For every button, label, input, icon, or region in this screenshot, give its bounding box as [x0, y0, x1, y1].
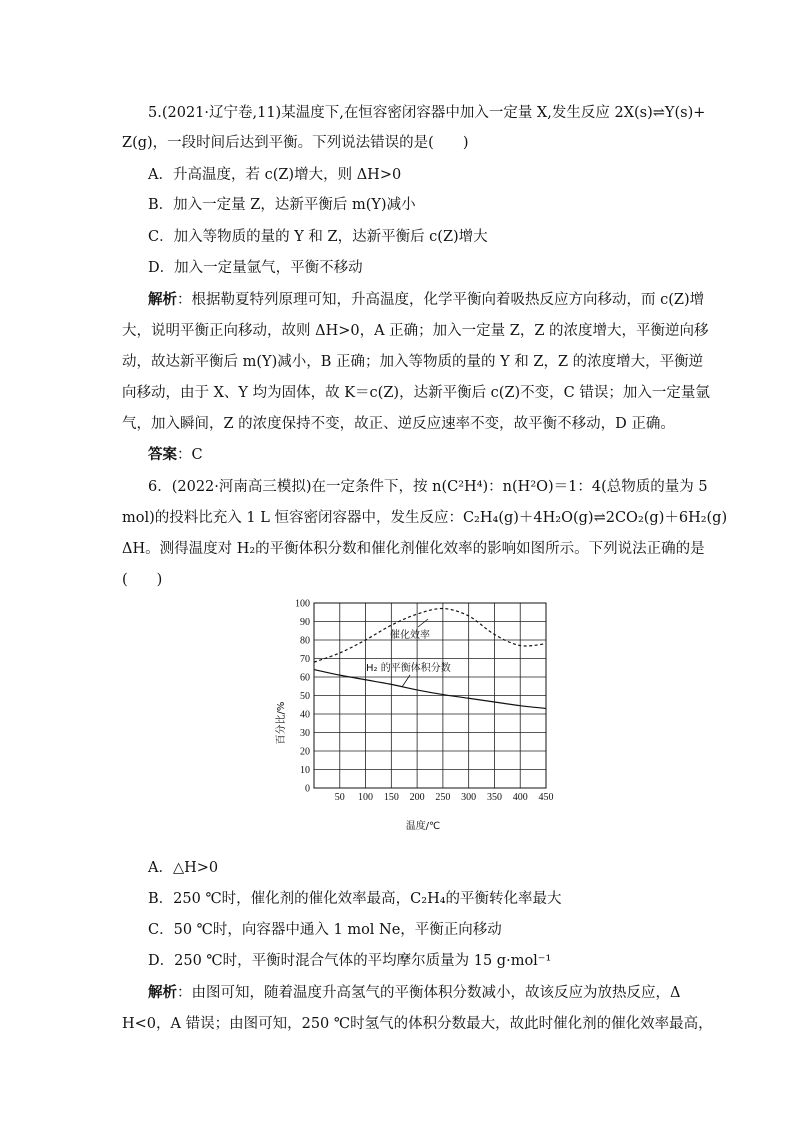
y-tick-label: 90 [300, 617, 310, 628]
chart-x-label: 温度/℃ [405, 821, 441, 832]
q5-analysis-line2: 大，说明平衡正向移动，故则 ΔH>0，A 正确；加入一定量 Z，Z 的浓度增大，平衡逆向移 [122, 323, 709, 339]
q6-stem-line1: 6．(2022·河南高三模拟)在一定条件下，按 n(C²H⁴)：n(H²O)＝1：4(总物质的量为 5 [148, 479, 708, 495]
y-tick-label: 20 [300, 746, 310, 758]
y-tick-label: 70 [300, 654, 310, 665]
q6-option-d: D．250 ℃时，平衡时混合气体的平均摩尔质量为 15 g·mol⁻¹ [148, 953, 552, 969]
q5-answer-label: 答案 [148, 446, 177, 463]
x-tick-label: 300 [461, 792, 477, 803]
y-tick-label: 40 [300, 709, 310, 721]
temperature-chart [268, 595, 558, 835]
q5-analysis-line1 [148, 290, 704, 310]
series-label-catalyst-efficiency: 催化效率 [390, 630, 430, 641]
q6-analysis-line1 [148, 983, 680, 1003]
y-tick-label: 100 [295, 598, 310, 610]
q5-stem-line2: Z(g)，一段时间后达到平衡。下列说法错误的是( ) [122, 135, 469, 151]
x-tick-label: 100 [358, 792, 374, 803]
series-line-h2-fraction [314, 670, 546, 709]
q5-option-d: D．加入一定量氩气，平衡不移动 [148, 260, 363, 276]
chart-grid [314, 603, 546, 788]
y-tick-label: 30 [300, 728, 310, 739]
q5-analysis-line4: 向移动，由于 X、Y 均为固体，故 K＝c(Z)，达新平衡后 c(Z)不变，C 错误；加入一定量氩 [122, 385, 710, 401]
series-label-h2-fraction: H₂ 的平衡体积分数 [366, 663, 451, 674]
q5-answer [148, 445, 203, 465]
q5-analysis-line5: 气，加入瞬间，Z 的浓度保持不变，故正、逆反应速率不变，故平衡不移动，D 正确。 [122, 416, 675, 432]
q6-analysis-label: 解析 [148, 984, 177, 1001]
q5-analysis-line3: 动，故达新平衡后 m(Y)减小，B 正确；加入等物质的量的 Y 和 Z，Z 的浓度增大，平衡逆 [122, 354, 704, 370]
chart-y-label: 百分比/% [276, 701, 287, 745]
x-tick-label: 250 [435, 792, 451, 803]
series-line-catalyst-efficiency [314, 609, 546, 663]
y-tick-label: 50 [300, 691, 310, 702]
x-tick-label: 350 [486, 792, 502, 803]
q5-answer-value: ：C [177, 447, 203, 463]
q5-analysis-label: 解析 [148, 291, 177, 308]
q5-option-a: A．升高温度，若 c(Z)增大，则 ΔH>0 [148, 167, 402, 183]
q5-option-b: B．加入一定量 Z，达新平衡后 m(Y)减小 [148, 197, 416, 213]
q6-analysis-line2: H<0，A 错误；由图可知，250 ℃时氢气的体积分数最大，故此时催化剂的催化效率最高， [122, 1016, 713, 1032]
x-tick-label: 150 [383, 792, 399, 803]
q6-stem-line2: mol)的投料比充入 1 L 恒容密闭容器中，发生反应：C₂H₄(g)＋4H₂O(g)⇌2CO₂(g)＋6H₂(g) [122, 510, 728, 526]
x-tick-label: 200 [409, 792, 425, 803]
chart-svg [268, 595, 558, 835]
x-tick-label: 450 [538, 792, 554, 803]
q6-analysis-text-1: ：由图可知，随着温度升高氢气的平衡体积分数减小，故该反应为放热反应，Δ [177, 985, 681, 1001]
q5-analysis-text-1: ：根据勒夏特列原理可知，升高温度，化学平衡向着吸热反应方向移动，而 c(Z)增 [177, 292, 705, 308]
y-tick-label: 80 [300, 635, 310, 647]
x-tick-label: 50 [334, 792, 345, 803]
q6-option-b: B．250 ℃时，催化剂的催化效率最高，C₂H₄的平衡转化率最大 [148, 891, 562, 907]
y-tick-label: 0 [305, 783, 310, 795]
q6-stem-line4: ( ) [122, 572, 163, 588]
y-tick-label: 10 [300, 765, 310, 776]
q6-stem-line3: ΔH。测得温度对 H₂的平衡体积分数和催化剂催化效率的影响如图所示。下列说法正确的是 [122, 541, 705, 557]
leader-line-efficiency [418, 619, 428, 627]
x-tick-label: 400 [512, 792, 528, 803]
q5-stem-line1: 5.(2021·辽宁卷,11)某温度下,在恒容密闭容器中加入一定量 X,发生反应 2X(s)⇌Y(s)+ [148, 105, 706, 121]
q5-option-c: C．加入等物质的量的 Y 和 Z，达新平衡后 c(Z)增大 [148, 229, 488, 245]
q6-option-a: A．△H>0 [148, 860, 219, 876]
y-tick-label: 60 [300, 672, 310, 684]
q6-option-c: C．50 ℃时，向容器中通入 1 mol Ne，平衡正向移动 [148, 922, 502, 938]
